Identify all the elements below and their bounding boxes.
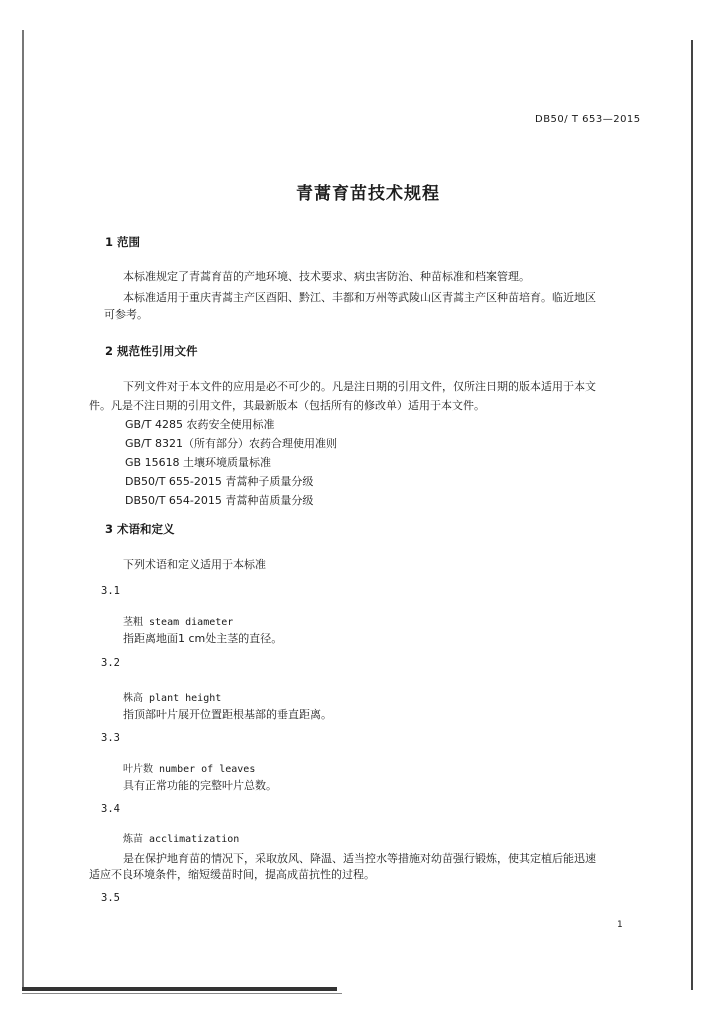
s2-paragraph-line-1: 下列文件对于本文件的应用是必不可少的。凡是注日期的引用文件，仅所注日期的版本适用于本文 [123,380,596,393]
s1-paragraph-2-line-2: 可参考。 [104,308,148,321]
term-title: 叶片数 number of leaves [123,764,256,775]
section-1-heading: 1 范围 [105,235,141,249]
term-number: 3.1 [101,585,120,597]
reference-item: GB/T 4285 农药安全使用标准 [125,418,275,431]
reference-item: DB50/T 654-2015 青蒿种苗质量分级 [125,494,314,507]
scan-left-edge [22,30,24,990]
term-definition: 指距离地面1 cm处主茎的直径。 [123,632,283,645]
reference-item: GB/T 8321（所有部分）农药合理使用准则 [125,437,337,450]
s3-intro: 下列术语和定义适用于本标准 [123,558,266,571]
term-definition: 具有正常功能的完整叶片总数。 [123,779,277,792]
scan-right-edge [691,40,693,990]
term-title: 茎粗 steam diameter [123,617,234,628]
scan-bottom-line [22,993,342,994]
term-number: 3.3 [101,732,120,744]
term-number: 3.4 [101,803,120,815]
s2-paragraph-line-2: 件。凡是不注日期的引用文件，其最新版本（包括所有的修改单）适用于本文件。 [89,399,485,412]
section-2-heading: 2 规范性引用文件 [105,344,198,358]
s1-paragraph-1: 本标准规定了青蒿育苗的产地环境、技术要求、病虫害防治、种苗标准和档案管理。 [123,270,530,283]
s1-paragraph-2-line-1: 本标准适用于重庆青蒿主产区酉阳、黔江、丰都和万州等武陵山区青蒿主产区种苗培育。临近地区 [123,291,596,304]
term-definition-line-1: 是在保护地育苗的情况下，采取放风、降温、适当控水等措施对幼苗强行锻炼，使其定植后能迅速 [123,852,596,865]
section-3-heading: 3 术语和定义 [105,522,175,536]
page-number: 1 [617,920,623,930]
term-title: 炼苗 acclimatization [123,834,240,845]
term-definition: 指顶部叶片展开位置距根基部的垂直距离。 [123,708,332,721]
scan-bottom-bar [22,987,337,991]
term-title: 株高 plant height [123,693,222,704]
term-number: 3.5 [101,892,120,904]
reference-item: GB 15618 土壤环境质量标准 [125,456,272,469]
term-number: 3.2 [101,657,120,669]
term-definition-line-2: 适应不良环境条件，缩短缓苗时间，提高成苗抗性的过程。 [89,868,375,881]
reference-item: DB50/T 655-2015 青蒿种子质量分级 [125,475,314,488]
page-title: 青蒿育苗技术规程 [296,184,440,204]
document-code: DB50/ T 653—2015 [535,114,641,125]
